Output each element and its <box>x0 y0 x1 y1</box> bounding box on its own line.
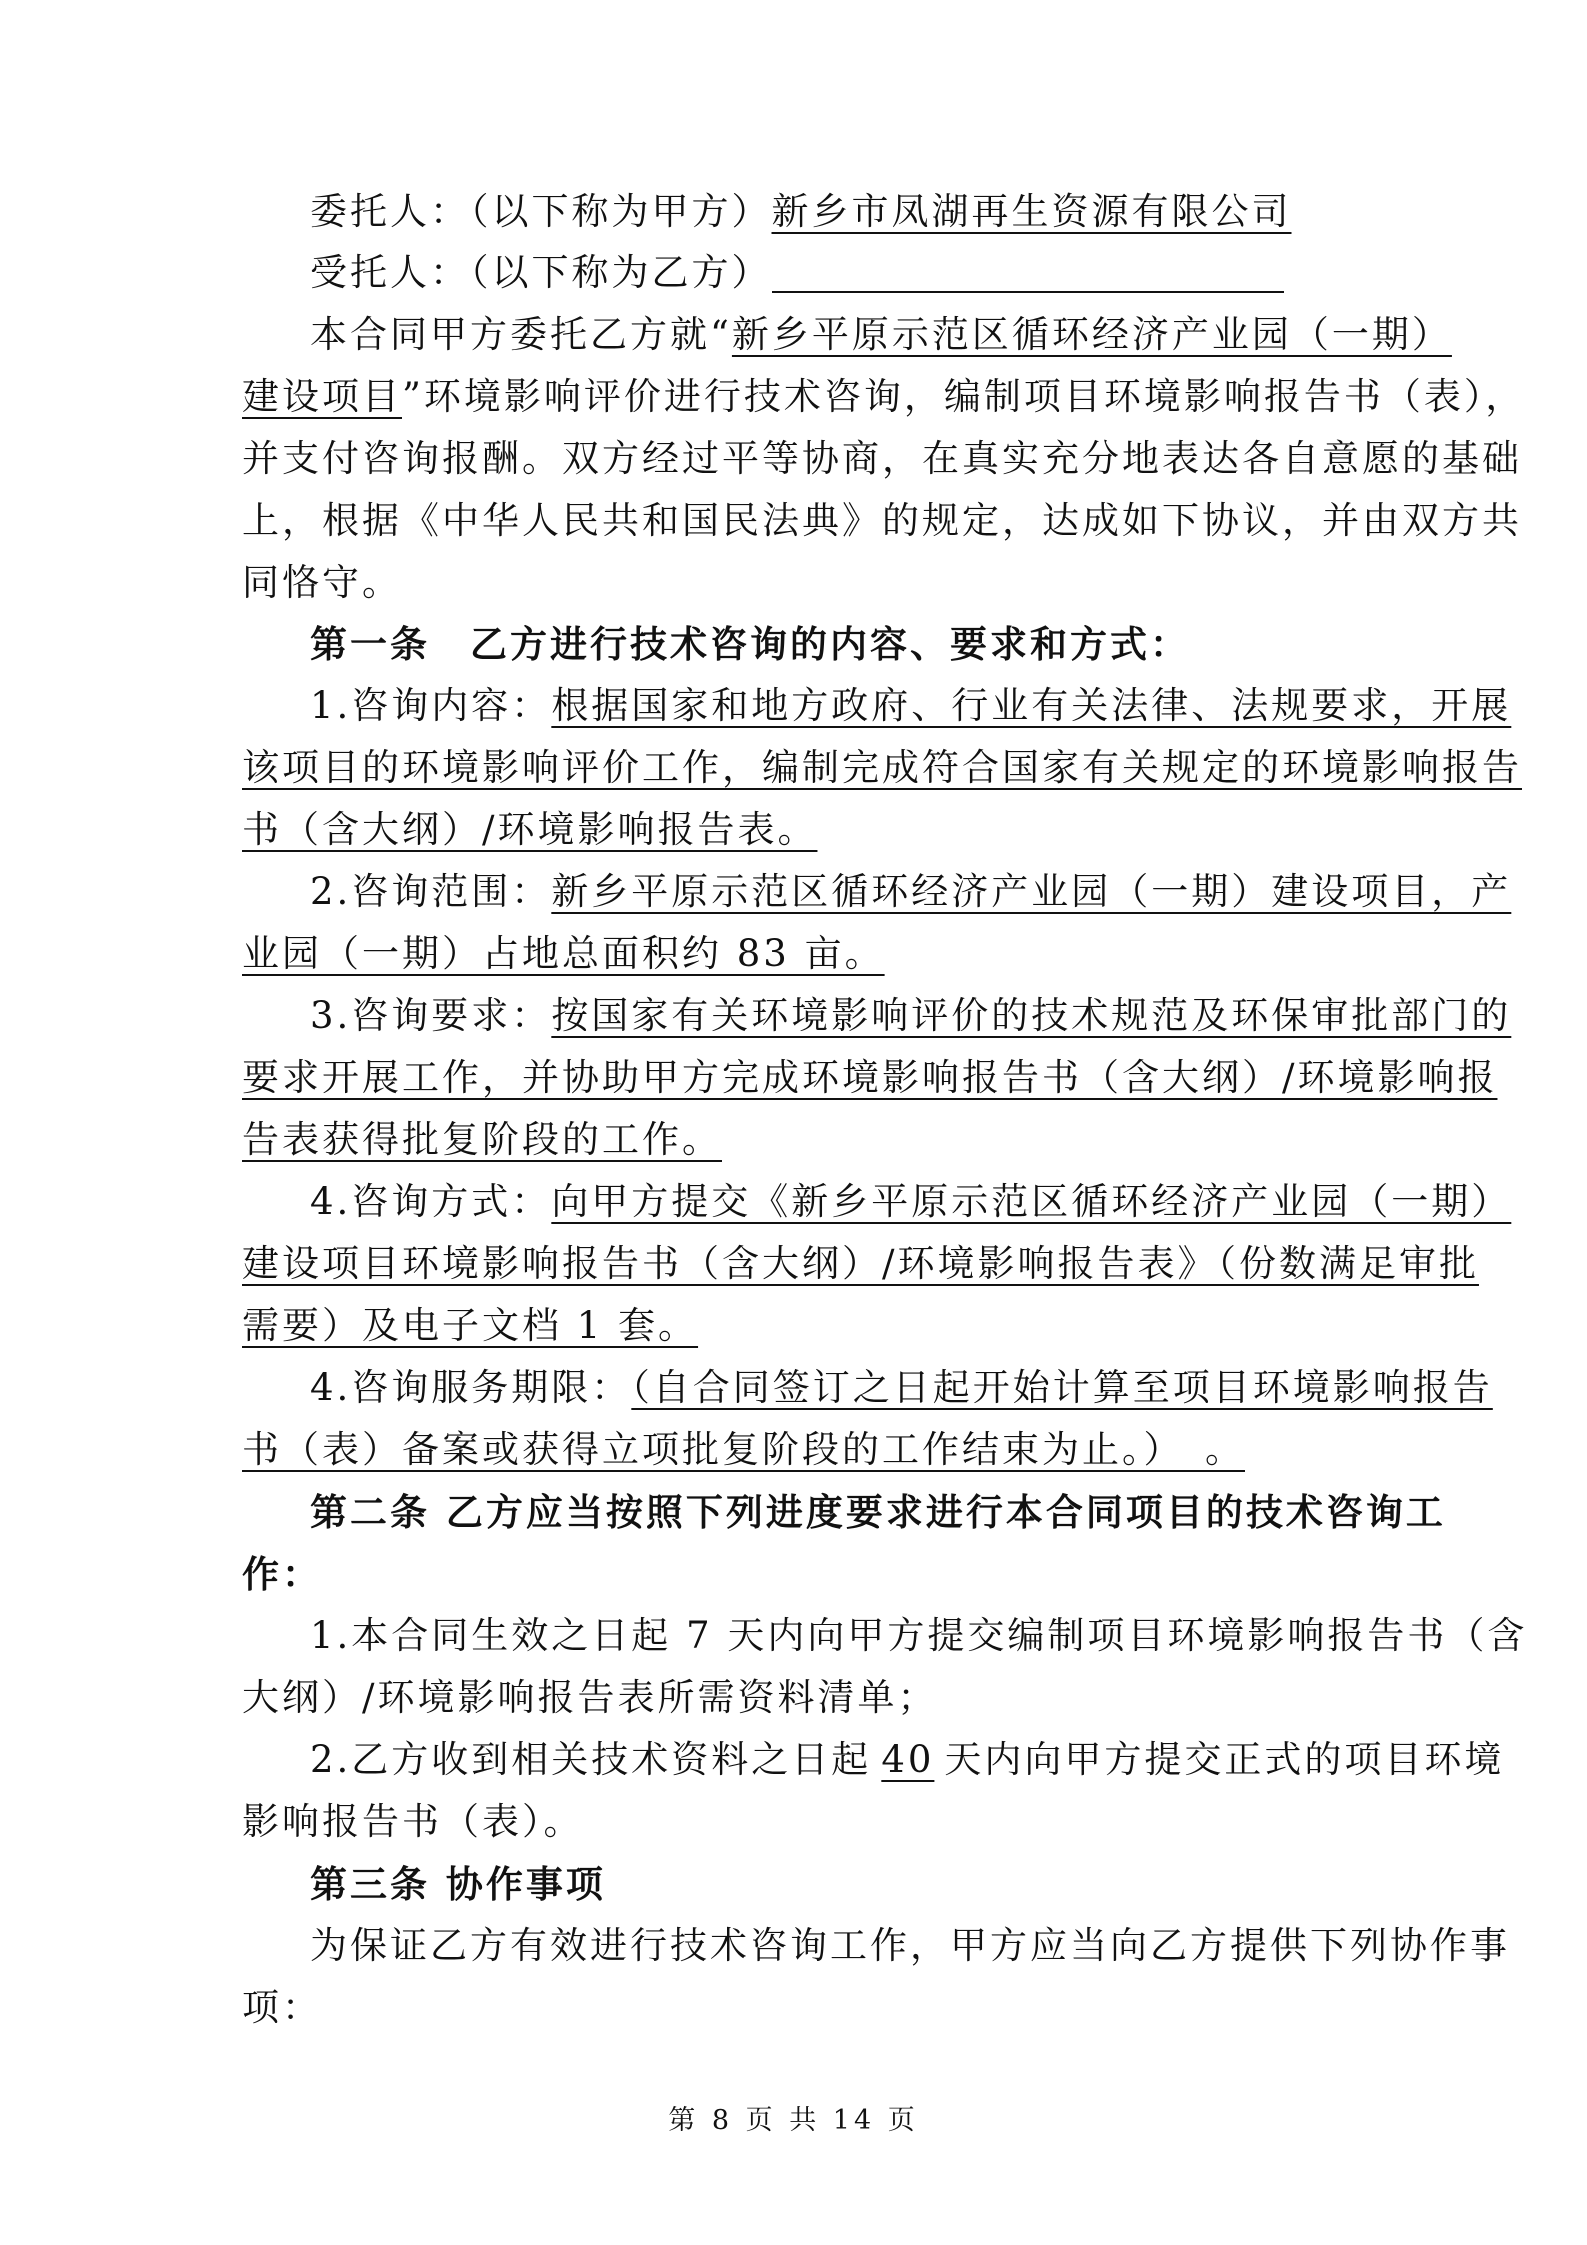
days-value: 40 <box>881 1738 935 1781</box>
item-text: （自合同签订之日起开始计算至项目环境影响报告 <box>631 1366 1493 1409</box>
contractor-line <box>310 242 1357 304</box>
article-1-item-4-line-3: 需要）及电子文档 1 套。 <box>242 1304 699 1347</box>
article-1-item-1-line-3: 书（含大纲）/环境影响报告表。 <box>242 808 818 851</box>
item-label: 4.咨询服务期限： <box>310 1366 632 1409</box>
article-1-item-1-line-2: 该项目的环境影响评价工作，编制完成符合国家有关规定的环境影响报告 <box>242 746 1522 789</box>
client-name: 新乡市凤湖再生资源有限公司 <box>771 190 1292 233</box>
client-label: 委托人：（以下称为甲方） <box>310 190 772 233</box>
article-1-item-3-line-1 <box>310 985 1512 1047</box>
article-1-item-4-line-1 <box>310 1171 1512 1233</box>
article-1-item-2-line-2: 业园（一期）占地总面积约 83 亩。 <box>242 932 885 975</box>
intro-line-1 <box>310 304 1452 366</box>
article-3-title: 第三条 协作事项 <box>310 1862 606 1906</box>
article-1-item-5-line-1 <box>310 1357 1493 1419</box>
intro-line-5: 同恪守。 <box>242 561 402 604</box>
intro-line-4: 上，根据《中华人民共和国民法典》的规定，达成如下协议，并由双方共 <box>242 499 1522 542</box>
item-label: 4.咨询方式： <box>310 1180 552 1223</box>
contractor-label: 受托人：（以下称为乙方） <box>310 251 772 294</box>
article-2-title-line-2: 作： <box>242 1552 322 1596</box>
item-text: 按国家有关环境影响评价的技术规范及环保审批部门的 <box>551 994 1512 1037</box>
item-label: 1.咨询内容： <box>310 684 552 727</box>
article-1-item-3-line-2: 要求开展工作，并协助甲方完成环境影响报告书（含大纲）/环境影响报 <box>242 1056 1498 1099</box>
item-label: 2.咨询范围： <box>310 870 552 913</box>
project-name-part-2: 建设项目 <box>242 375 402 418</box>
intro-line-2 <box>242 366 1526 428</box>
article-1-item-1-line-1 <box>310 675 1512 737</box>
article-1-item-3-line-3: 告表获得批复阶段的工作。 <box>242 1118 722 1161</box>
article-2-item-2-line-2: 影响报告书（表）。 <box>242 1800 584 1843</box>
client-line <box>310 181 1357 243</box>
article-3-line-2: 项： <box>242 1986 322 2029</box>
page-number-footer: 第 8 页 共 14 页 <box>668 2105 919 2136</box>
item-text: 根据国家和地方政府、行业有关法律、法规要求，开展 <box>551 684 1512 727</box>
article-2-item-2-line-1 <box>310 1729 1505 1791</box>
project-name-part-1: 新乡平原示范区循环经济产业园（一期） <box>731 313 1452 356</box>
article-1-item-2-line-1 <box>310 861 1512 923</box>
item-text: 新乡平原示范区循环经济产业园（一期）建设项目，产 <box>551 870 1512 913</box>
intro-text: ”环境影响评价进行技术咨询，编制项目环境影响报告书（表）， <box>402 375 1526 418</box>
article-2-item-1-line-1: 1.本合同生效之日起 7 天内向甲方提交编制项目环境影响报告书（含 <box>310 1614 1528 1657</box>
intro-text: 本合同甲方委托乙方就“ <box>310 313 732 356</box>
article-1-item-5-line-2: 书（表）备案或获得立项批复阶段的工作结束为止。） 。 <box>242 1428 1245 1471</box>
item-text: 天内向甲方提交正式的项目环境 <box>944 1738 1505 1781</box>
article-2-item-1-line-2: 大纲）/环境影响报告表所需资料清单； <box>242 1676 938 1719</box>
article-1-title: 第一条 乙方进行技术咨询的内容、要求和方式： <box>310 622 1190 666</box>
item-text: 2.乙方收到相关技术资料之日起 <box>310 1738 872 1781</box>
item-text: 向甲方提交《新乡平原示范区循环经济产业园（一期） <box>551 1180 1512 1223</box>
article-2-title-line-1: 第二条 乙方应当按照下列进度要求进行本合同项目的技术咨询工 <box>310 1490 1446 1534</box>
article-3-line-1: 为保证乙方有效进行技术咨询工作，甲方应当向乙方提供下列协作事 <box>310 1924 1510 1967</box>
article-1-item-4-line-2: 建设项目环境影响报告书（含大纲）/环境影响报告表》（份数满足审批 <box>242 1242 1479 1285</box>
contractor-name-blank <box>772 253 1284 293</box>
intro-line-3: 并支付咨询报酬。双方经过平等协商，在真实充分地表达各自意愿的基础 <box>242 437 1522 480</box>
item-label: 3.咨询要求： <box>310 994 552 1037</box>
